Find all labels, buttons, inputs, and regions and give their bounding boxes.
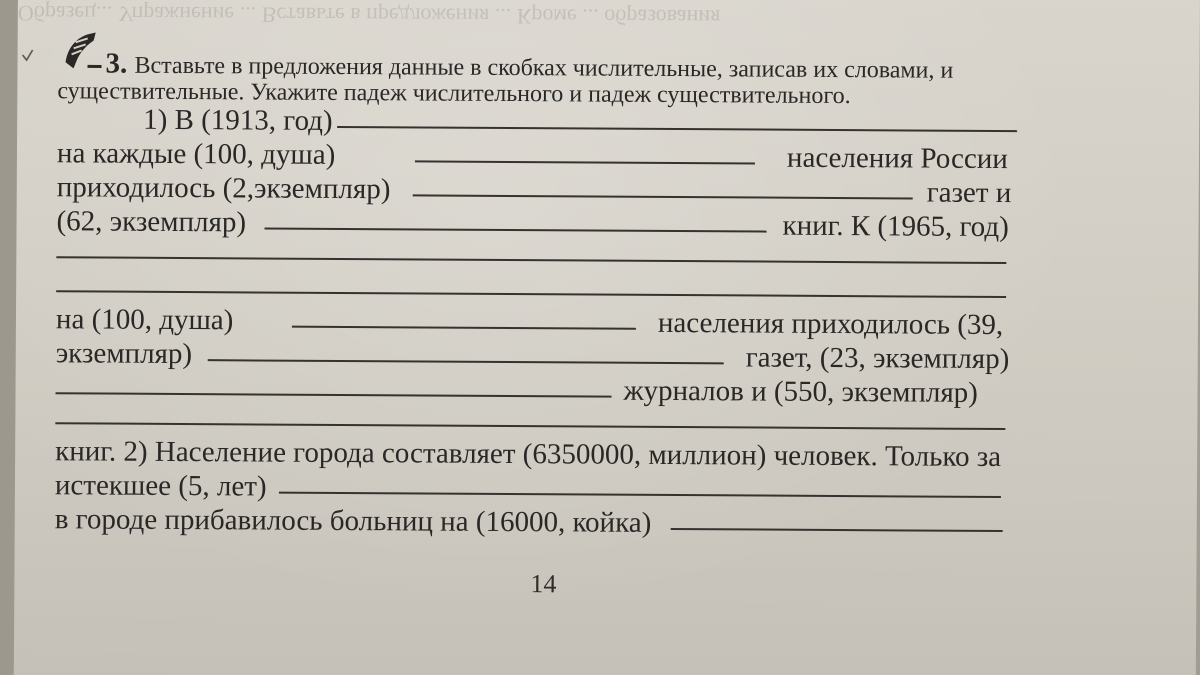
sentence-2b: населения России [786, 141, 1008, 176]
sentence-8: книг. 2) Население города составляет (6350000, миллион) человек. Только за [55, 435, 1002, 474]
answer-line-12 [671, 528, 1003, 532]
sentence-4a: (62, экземпляр) [56, 205, 247, 239]
answer-line-6 [56, 290, 1006, 298]
answer-line-5 [56, 256, 1006, 264]
workbook-page [14, 0, 1200, 675]
exercise-text [14, 0, 1200, 675]
sentence-5a: на (100, душа) [55, 303, 234, 337]
sentence-3a: приходилось (2,экземпляр) [56, 171, 391, 206]
sentence-6b: газет, (23, экземпляр) [745, 341, 1010, 376]
bleed-through-text: Образец... Упражнение ... Вставьте в предложения ... Кроме ... образования [17, 0, 721, 31]
task-number: 3. [105, 47, 128, 80]
answer-line-11 [279, 492, 1001, 498]
page-number: 14 [530, 569, 557, 599]
answer-line-4 [265, 228, 767, 233]
sentence-4b: книг. К (1965, год) [782, 209, 1009, 244]
answer-line-1 [337, 126, 1017, 132]
sentence-9: истекшее (5, лет) [54, 469, 267, 503]
answer-line-2 [415, 160, 755, 164]
sentence-6a: экземпляр) [55, 337, 193, 371]
answer-line-7 [292, 326, 636, 330]
sentence-5b: населения приходилось (39, [657, 306, 1004, 342]
sentence-1: 1) В (1913, год) [143, 103, 333, 137]
answer-line-3 [413, 194, 913, 199]
answer-line-10 [55, 422, 1005, 430]
task-instruction-line1: Вставьте в предложения данные в скобках числительные, записав их словами, и [134, 52, 954, 84]
answer-line-9 [56, 392, 612, 397]
sentence-2a: на каждые (100, душа) [56, 137, 336, 171]
sentence-7a: журналов и (550, экземпляр) [623, 374, 978, 409]
task-instruction-line2: существительные. Укажите падеж числительного и падеж существительного. [57, 78, 851, 110]
sentence-10: в городе прибавилось больниц на (16000, койка) [54, 503, 652, 539]
answer-line-8 [208, 359, 724, 364]
sentence-3b: газет и [926, 176, 1012, 210]
